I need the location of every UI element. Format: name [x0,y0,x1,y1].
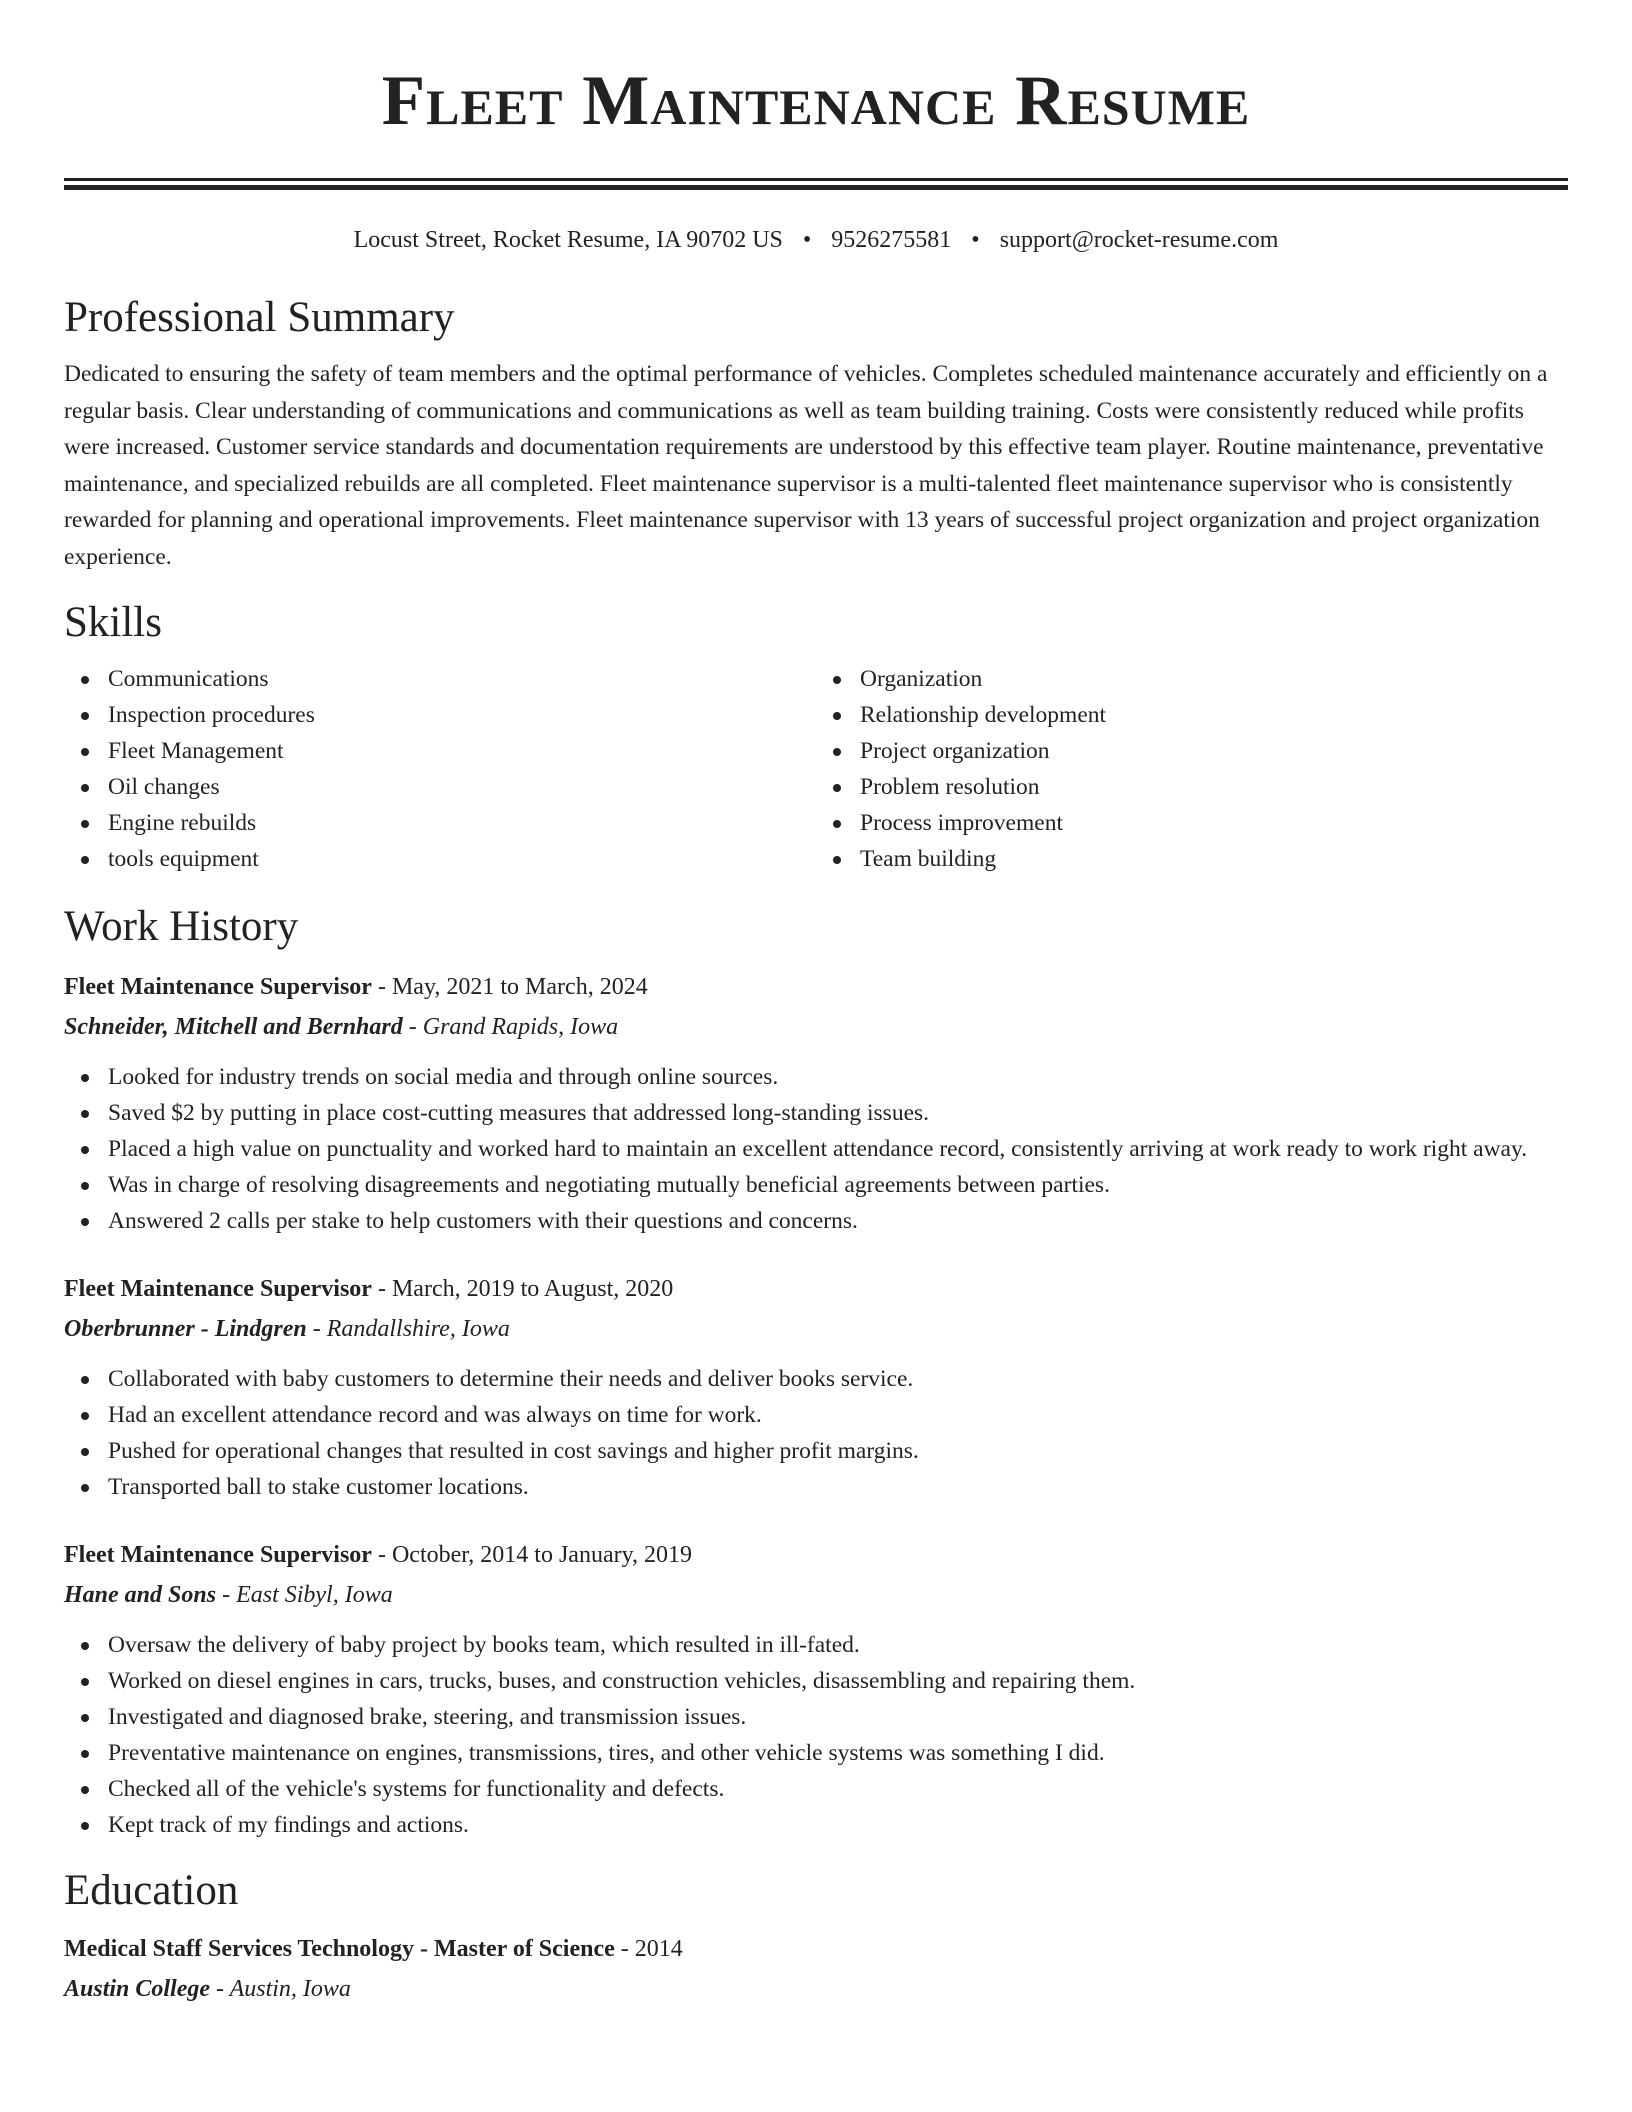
dash: - [210,1976,230,2002]
job-entry [64,1271,1568,1505]
job-bullet: Preventative maintenance on engines, transmissions, tires, and other vehicle systems was something I did. [64,1735,1568,1771]
job-dates: March, 2019 to August, 2020 [391,1276,674,1302]
skill-item: Relationship development [816,697,1568,733]
skills-right-column [816,661,1568,877]
dash: - [371,1542,392,1568]
contact-phone: 9526275581 [831,227,952,253]
skill-item: Problem resolution [816,769,1568,805]
skill-item: Oil changes [64,769,816,805]
dash: - [371,974,392,1000]
job-dates: May, 2021 to March, 2024 [391,974,648,1000]
contact-separator: • [971,227,980,253]
education-school: Austin College [64,1976,211,2002]
job-bullet: Pushed for operational changes that resulted in cost savings and higher profit margins. [64,1433,1568,1469]
job-title-line [64,1271,1568,1307]
company-location: Grand Rapids, Iowa [422,1014,619,1040]
summary-text: Dedicated to ensuring the safety of team members and the optimal performance of vehicles. Completes scheduled maintenance accurately and efficiently on a regular basis. Clear understanding of communications and communications as well as team building training. Costs were consistently reduced while profits were increased. Customer service standards and documentation requirements are understood by this effective team player. Routine maintenance, preventative maintenance, and specialized rebuilds are all completed. Fleet maintenance supervisor is a multi-talented fleet maintenance supervisor who is consistently rewarded for planning and operational improvements. Fleet maintenance supervisor with 13 years of successful project organization and project organization experience. [64,361,1548,570]
skill-item: Fleet Management [64,733,816,769]
job-title: Fleet Maintenance Supervisor [64,974,372,1000]
job-bullet: Transported ball to stake customer locations. [64,1469,1568,1505]
education-heading: Education [64,1867,239,1914]
job-bullets [64,1627,1568,1843]
skills-columns [64,661,1568,877]
contact-separator: • [802,227,812,253]
dash: - [614,1936,635,1962]
job-bullets [64,1059,1568,1239]
skills-left-column [64,661,816,877]
skill-item: Organization [816,661,1568,697]
skill-item: Process improvement [816,805,1568,841]
skill-item: Inspection procedures [64,697,816,733]
job-entry [64,1537,1568,1843]
company-line [64,1009,1568,1045]
job-dates: October, 2014 to January, 2019 [391,1542,693,1568]
job-title: Fleet Maintenance Supervisor [64,1276,372,1302]
education-degree: Medical Staff Services Technology - Master of Science [64,1936,615,1962]
job-title: Fleet Maintenance Supervisor [64,1542,372,1568]
company-location: East Sibyl, Iowa [236,1582,393,1608]
job-bullet: Investigated and diagnosed brake, steering, and transmission issues. [64,1699,1568,1735]
skills-heading: Skills [64,599,162,646]
skill-item: Communications [64,661,816,697]
job-bullet: Placed a high value on punctuality and worked hard to maintain an excellent attendance record, consistently arriving at work ready to work right away. [64,1131,1568,1167]
company-line [64,1577,1568,1613]
skill-item: Engine rebuilds [64,805,816,841]
skill-item: tools equipment [64,841,816,877]
summary-heading: Professional Summary [64,294,455,341]
education-degree-line [64,1931,1568,1967]
job-bullet: Oversaw the delivery of baby project by books team, which resulted in ill-fated. [64,1627,1568,1663]
title-double-rule [64,178,1568,190]
company-line [64,1311,1568,1347]
company-name: Hane and Sons [64,1582,217,1608]
dash: - [306,1316,327,1342]
skill-item: Team building [816,841,1568,877]
skill-item: Project organization [816,733,1568,769]
job-bullet: Was in charge of resolving disagreements and negotiating mutually beneficial agreements between parties. [64,1167,1568,1203]
company-name: Oberbrunner - Lindgren [64,1316,307,1342]
education-location: Austin, Iowa [229,1976,351,2002]
dash: - [402,1014,423,1040]
job-entry [64,969,1568,1239]
job-bullet: Answered 2 calls per stake to help customers with their questions and concerns. [64,1203,1568,1239]
job-bullet: Looked for industry trends on social media and through online sources. [64,1059,1568,1095]
company-name: Schneider, Mitchell and Bernhard [64,1014,403,1040]
work-history-heading: Work History [64,903,299,950]
job-bullet: Had an excellent attendance record and was always on time for work. [64,1397,1568,1433]
job-title-line [64,969,1568,1005]
company-location: Randallshire, Iowa [326,1316,510,1342]
job-bullet: Checked all of the vehicle's systems for functionality and defects. [64,1771,1568,1807]
job-title-line [64,1537,1568,1573]
job-bullets [64,1361,1568,1505]
dash: - [371,1276,392,1302]
contact-address: Locust Street, Rocket Resume, IA 90702 US [353,227,783,253]
job-bullet: Kept track of my findings and actions. [64,1807,1568,1843]
job-bullet: Saved $2 by putting in place cost-cutting measures that addressed long-standing issues. [64,1095,1568,1131]
job-bullet: Worked on diesel engines in cars, trucks, buses, and construction vehicles, disassembling and repairing them. [64,1663,1568,1699]
education-school-line [64,1971,1568,2007]
contact-email: support@rocket-resume.com [999,227,1279,253]
contact-line [64,224,1568,256]
dash: - [216,1582,237,1608]
job-bullet: Collaborated with baby customers to determine their needs and deliver books service. [64,1361,1568,1397]
resume-title: Fleet Maintenance Resume [381,62,1251,140]
education-year: 2014 [634,1936,683,1962]
